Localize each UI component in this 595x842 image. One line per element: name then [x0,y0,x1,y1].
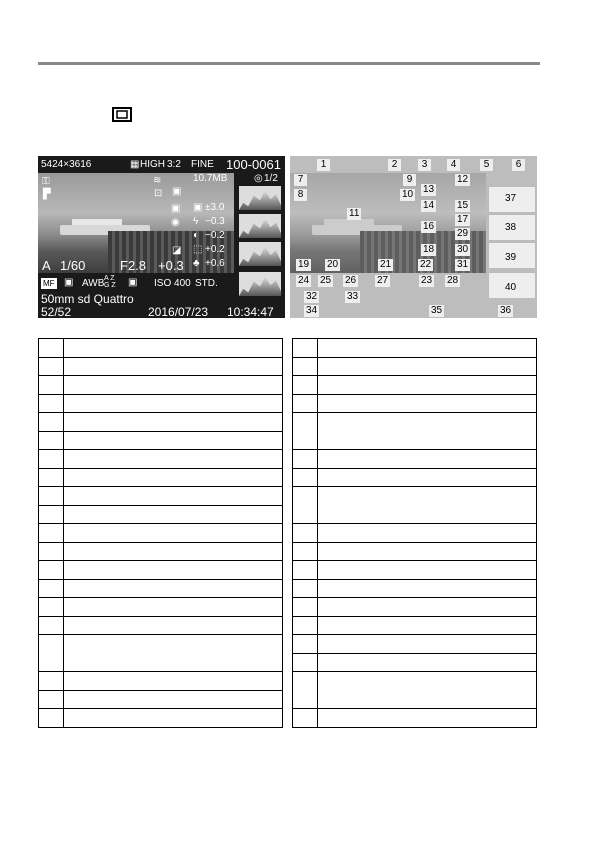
callout-38: 38 [505,222,517,233]
callout-15: 15 [457,200,469,211]
table-cell-number [39,339,64,358]
exposure-comp-icon: ▣ [193,202,203,213]
callout-28: 28 [447,275,459,286]
table-row [293,524,537,543]
table-cell-number [39,394,64,413]
callout-30: 30 [457,244,469,255]
contrast-value: −0.2 [205,230,225,241]
fine-text: FINE [191,159,214,170]
table-row [39,598,283,617]
quality-grid-icon: ▦ [130,159,140,170]
table-cell-description [318,672,537,709]
table-cell-number [293,635,318,654]
callout-9: 9 [403,174,416,186]
transfer-icon: ⊡ [154,188,163,199]
table-row [39,450,283,469]
callout-18: 18 [423,244,435,255]
table-cell-number [39,524,64,543]
table-row [293,394,537,413]
table-row [293,339,537,358]
table-cell-description [64,394,283,413]
aperture-text: F2.8 [120,258,147,273]
drive-icon: ▣ [128,277,138,288]
aspect-text: 3:2 [167,159,181,170]
table-row [39,542,283,561]
resolution-text: 5424×3616 [41,159,92,170]
table-cell-number [293,579,318,598]
table-cell-description [64,413,283,432]
table-row [39,357,283,376]
callout-39: 39 [505,252,517,263]
histogram-blue [239,272,281,296]
callout-25: 25 [320,275,332,286]
table-cell-number [293,561,318,580]
wb-fine-text: A Z G Z [104,275,116,289]
table-row [293,616,537,635]
table-row [293,468,537,487]
callout-10: 10 [402,189,414,200]
flag-icon: ▛ [43,189,51,200]
wifi-icon: ≋ [153,175,162,186]
table-cell-description [318,450,537,469]
table-cell-number [293,357,318,376]
callout-14: 14 [423,200,435,211]
table-cell-number [39,616,64,635]
color-mode-text: STD. [195,278,218,289]
callout-40: 40 [505,282,517,293]
histogram-green [239,242,281,266]
table-row [39,487,283,506]
table-row [39,505,283,524]
contrast-icon: ◐ [193,230,200,241]
table-cell-number [39,561,64,580]
callout-31: 31 [457,259,469,270]
sharpness-value: +0.2 [205,244,225,255]
callout-2: 2 [388,159,401,171]
metering-icon: ▣ [64,277,74,288]
display-mode-icon [112,107,132,122]
callout-20: 20 [327,259,339,270]
callout-6: 6 [512,159,525,171]
callout-3: 3 [418,159,431,171]
table-cell-number [39,690,64,709]
table-row [39,468,283,487]
table-cell-number [39,579,64,598]
table-row [293,542,537,561]
eye-icon: ◉ [171,217,180,228]
callout-12: 12 [457,174,469,185]
table-row [39,339,283,358]
table-body [293,339,537,728]
header-rule [38,62,540,65]
table-row [293,376,537,395]
table-cell-number [39,357,64,376]
flash-comp-value: −0.3 [205,216,225,227]
table-cell-description [64,616,283,635]
table-cell-description [318,413,537,450]
callout-8: 8 [294,189,307,201]
table-cell-number [293,653,318,672]
callout-24: 24 [298,275,310,286]
callout-23: 23 [421,275,433,286]
table-row [39,376,283,395]
table-cell-description [64,339,283,358]
table-cell-description [318,339,537,358]
page-indicator-icon: ◎ [254,173,263,184]
table-cell-description [64,598,283,617]
table-cell-description [64,672,283,691]
date-text: 2016/07/23 [148,305,209,318]
table-cell-description [318,709,537,728]
table-row [39,690,283,709]
page-indicator-text: 1/2 [264,173,278,184]
table-row [293,598,537,617]
table-cell-number [293,339,318,358]
table-cell-description [318,598,537,617]
shutter-text: 1/60 [60,258,86,273]
table-cell-number [293,598,318,617]
table-row [39,413,283,432]
camera-screen-example [38,156,285,318]
table-cell-number [293,394,318,413]
table-cell-description [318,357,537,376]
callout-17: 17 [457,214,469,225]
file-size-text: 10.7MB [193,173,228,184]
table-row [39,561,283,580]
table-row [293,487,537,524]
histogram-red [239,214,281,238]
table-cell-description [64,468,283,487]
table-cell-description [318,616,537,635]
exposure-icon: ▣ [171,203,181,214]
table-cell-number [39,505,64,524]
table-cell-description [318,561,537,580]
callout-22: 22 [420,259,432,270]
frame-count-text: 52/52 [41,305,72,318]
table-cell-number [39,450,64,469]
table-cell-number [39,635,64,672]
callout-16: 16 [423,221,435,232]
table-row [39,635,283,672]
ev-text: +0.3 [158,258,184,273]
wb-text: AWB [82,278,105,289]
histogram-brightness [239,186,281,210]
table-row [39,524,283,543]
table-cell-number [293,672,318,709]
table-cell-number [293,376,318,395]
iso-text: ISO 400 [154,278,191,289]
table-cell-description [64,450,283,469]
table-row [293,561,537,580]
callout-4: 4 [447,159,460,171]
camera-screen-numbered [290,156,537,318]
saturation-value: +0.6 [205,258,225,269]
table-cell-description [318,635,537,654]
table-cell-description [64,505,283,524]
table-row [39,431,283,450]
table-cell-description [64,542,283,561]
table-cell-description [318,579,537,598]
table-cell-description [64,431,283,450]
callout-29: 29 [457,228,469,239]
table-cell-description [318,542,537,561]
sharpness-icon: ⬚ [193,244,203,255]
exposure-comp-value: ±3.0 [205,202,225,213]
table-cell-number [39,598,64,617]
callout-7: 7 [294,174,307,186]
table-cell-description [318,487,537,524]
table-row [293,709,537,728]
table-cell-number [39,542,64,561]
table-cell-number [39,672,64,691]
callout-13: 13 [423,184,435,195]
callout-26: 26 [345,275,357,286]
table-row [39,672,283,691]
time-text: 10:34:47 [227,305,274,318]
table-row [293,653,537,672]
table-row [293,450,537,469]
table-cell-description [318,468,537,487]
table-cell-number [293,468,318,487]
callout-33: 33 [347,291,359,302]
table-cell-description [64,579,283,598]
bracket-icon: ▣ [172,186,182,197]
table-cell-number [293,709,318,728]
callout-27: 27 [377,275,389,286]
table-cell-description [64,561,283,580]
table-cell-number [39,468,64,487]
table-row [293,635,537,654]
table-cell-number [39,709,64,728]
table-cell-number [39,431,64,450]
table-row [39,709,283,728]
callout-21: 21 [380,259,392,270]
table-cell-description [318,376,537,395]
table-cell-number [39,487,64,506]
table-cell-description [64,487,283,506]
quality-text: HIGH [140,159,165,170]
reference-table-left [38,338,283,728]
callout-5: 5 [480,159,493,171]
table-cell-description [318,524,537,543]
table-row [293,672,537,709]
table-cell-description [64,524,283,543]
table-cell-number [39,376,64,395]
table-cell-description [64,376,283,395]
table-cell-number [293,413,318,450]
saturation-icon: ♣ [193,258,200,269]
table-cell-description [318,653,537,672]
callout-11: 11 [349,208,360,219]
callout-19: 19 [298,259,310,270]
file-number-text: 100-0061 [226,157,281,172]
callout-1: 1 [317,159,330,171]
table-row [39,616,283,635]
callout-32: 32 [306,291,318,302]
table-cell-number [293,450,318,469]
table-row [293,357,537,376]
table-body [39,339,283,728]
callout-37: 37 [505,193,517,204]
table-cell-description [64,690,283,709]
table-cell-description [64,635,283,672]
protect-key-icon: ⚿ [42,176,50,187]
table-cell-number [293,487,318,524]
callout-34: 34 [306,305,318,316]
table-cell-description [318,394,537,413]
flash-comp-icon: ϟ [193,216,199,227]
table-row [293,579,537,598]
table-cell-number [39,413,64,432]
reference-table-right [292,338,537,728]
callout-36: 36 [500,305,512,316]
level-icon: ◪ [172,245,182,256]
callout-35: 35 [431,305,443,316]
table-row [39,579,283,598]
table-cell-description [64,709,283,728]
table-row [293,413,537,450]
mf-badge: MF [43,279,55,288]
table-cell-number [293,524,318,543]
mode-text: A [42,258,51,273]
table-row [39,394,283,413]
lens-text: 50mm sd Quattro [41,292,134,306]
table-cell-number [293,542,318,561]
table-cell-number [293,616,318,635]
table-cell-description [64,357,283,376]
